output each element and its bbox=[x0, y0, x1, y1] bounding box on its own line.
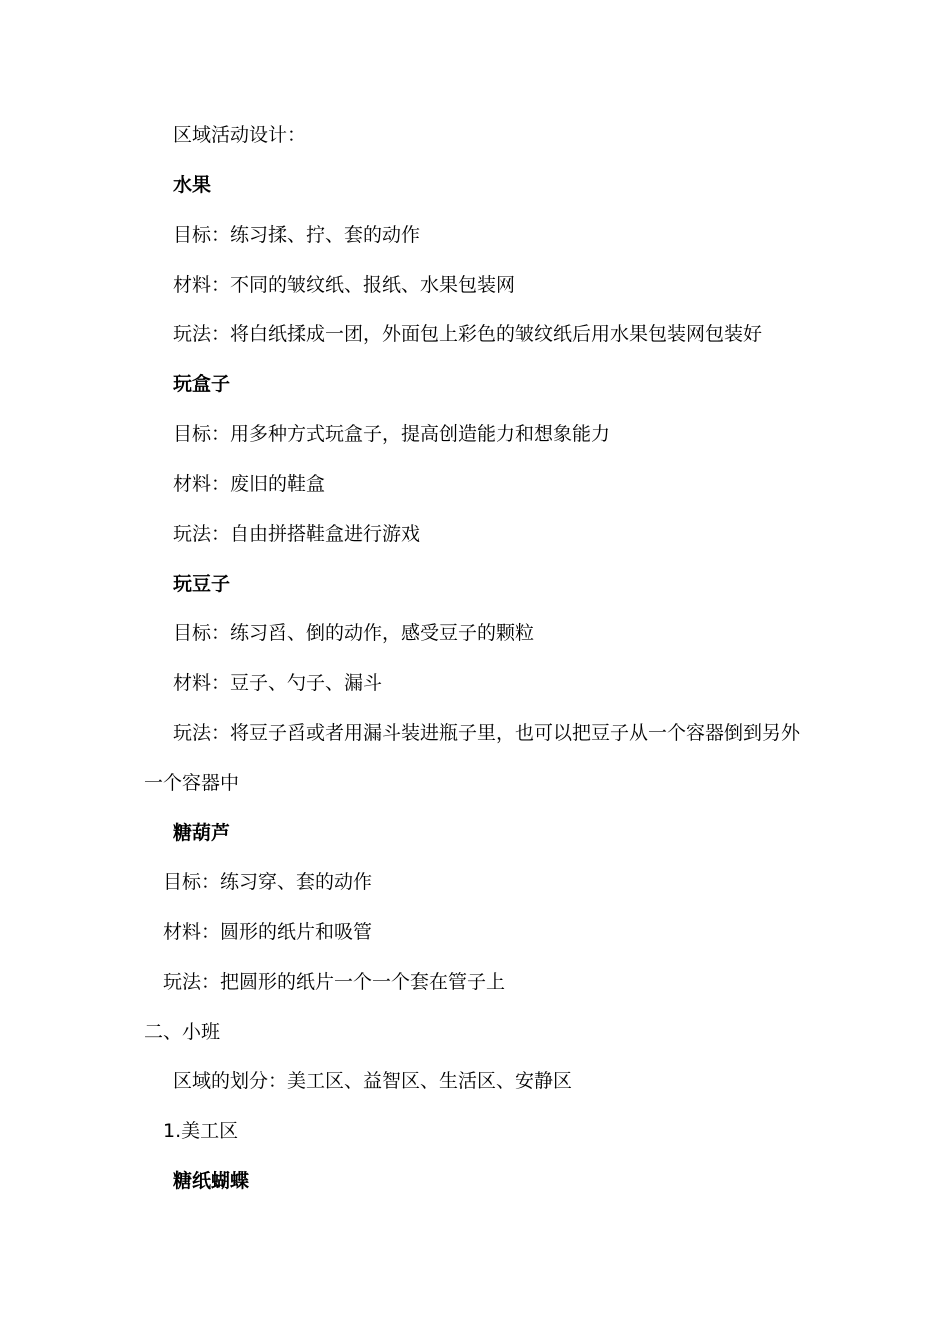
art-area-heading: 1.美工区 bbox=[163, 1120, 239, 1142]
fruit-goal: 目标：练习揉、拧、套的动作 bbox=[173, 224, 421, 246]
box-play: 玩法：自由拼搭鞋盒进行游戏 bbox=[173, 523, 421, 545]
beans-goal: 目标：练习舀、倒的动作，感受豆子的颗粒 bbox=[173, 622, 535, 644]
section2-heading: 二、小班 bbox=[144, 1021, 221, 1043]
box-materials: 材料：废旧的鞋盒 bbox=[173, 473, 326, 495]
gourd-play: 玩法：把圆形的纸片一个一个套在管子上 bbox=[163, 971, 506, 993]
gourd-materials: 材料：圆形的纸片和吸管 bbox=[163, 921, 373, 943]
beans-materials: 材料：豆子、勺子、漏斗 bbox=[173, 672, 383, 694]
box-goal: 目标：用多种方式玩盒子，提高创造能力和想象能力 bbox=[173, 423, 611, 445]
gourd-title: 糖葫芦 bbox=[173, 822, 231, 844]
fruit-title: 水果 bbox=[173, 174, 212, 196]
beans-title: 玩豆子 bbox=[173, 573, 231, 595]
gourd-goal: 目标：练习穿、套的动作 bbox=[163, 871, 373, 893]
intro-heading: 区域活动设计： bbox=[173, 124, 307, 146]
section2-areas: 区域的划分：美工区、益智区、生活区、安静区 bbox=[173, 1070, 573, 1092]
beans-play-line1: 玩法：将豆子舀或者用漏斗装进瓶子里，也可以把豆子从一个容器倒到另外 bbox=[173, 722, 801, 744]
beans-play-line2: 一个容器中 bbox=[144, 772, 240, 794]
candy-butterfly-title: 糖纸蝴蝶 bbox=[173, 1170, 250, 1192]
fruit-materials: 材料：不同的皱纹纸、报纸、水果包装网 bbox=[173, 274, 516, 296]
box-title: 玩盒子 bbox=[173, 373, 231, 395]
fruit-play: 玩法：将白纸揉成一团，外面包上彩色的皱纹纸后用水果包装网包装好 bbox=[173, 323, 763, 345]
